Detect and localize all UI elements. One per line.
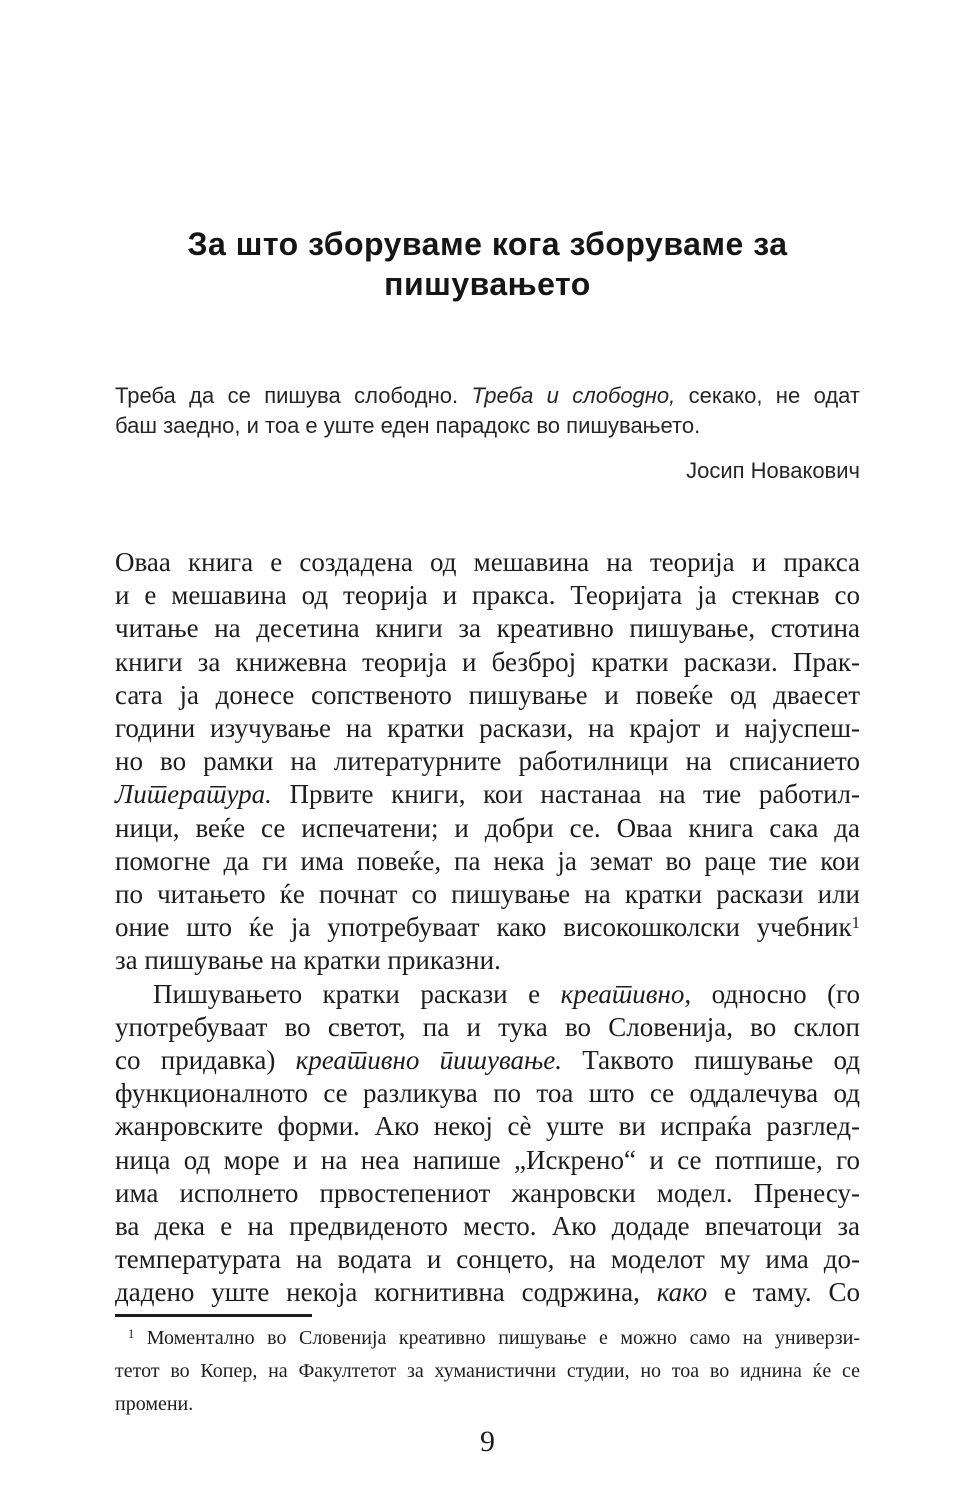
text-line <box>115 944 860 977</box>
text-line <box>115 1276 860 1309</box>
text-segment: Пишувањето кратки раскази е <box>153 978 561 1009</box>
text-segment: Литература. <box>115 779 272 810</box>
text-segment: по читањето ќе почнат со пишување на кратки раскази или <box>115 879 860 910</box>
text-line <box>115 745 860 778</box>
text-line <box>115 546 860 579</box>
text-segment: Треба и слободно, <box>471 383 676 408</box>
text-line <box>115 1144 860 1177</box>
text-line <box>115 1355 860 1388</box>
text-line <box>115 411 860 441</box>
text-line <box>115 812 860 845</box>
text-segment: баш заедно, и тоа е уште еден парадокс во пишувањето. <box>115 413 701 438</box>
chapter-title <box>115 224 860 304</box>
text-segment: Првите книги, кои настанаа на тие работил- <box>271 779 860 810</box>
footnote-marker: 1 <box>851 912 860 932</box>
text-segment: секако, не одат <box>675 383 860 408</box>
text-segment: дадено уште некоја когнитивна содржина, <box>115 1277 657 1308</box>
text-segment: ница од море и на неа напише „Искрено“ и се потпише, го <box>115 1144 860 1175</box>
text-segment: и е мешавина од теорија и пракса. Теоријата ја стекнав со <box>115 580 860 611</box>
text-segment: ва дека е на предвиденото место. Ако додаде впечатоци за <box>115 1211 860 1242</box>
text-line <box>115 911 860 944</box>
text-segment: има исполнето првостепениот жанровски модел. Пренесу- <box>115 1177 860 1208</box>
text-segment: е таму. Со <box>707 1277 860 1308</box>
text-line <box>115 1044 860 1077</box>
text-segment: но во рамки на литературните работилници на списанието <box>115 746 860 777</box>
text-line <box>115 712 860 745</box>
paragraph-2 <box>115 978 860 1310</box>
text-segment: Треба да се пишува слободно. <box>115 383 472 408</box>
text-line <box>115 1011 860 1044</box>
chapter-title-line-2: пишувањето <box>384 266 591 302</box>
text-line <box>115 612 860 645</box>
text-segment: читање на десетина книги за креативно пишување, стотина <box>115 613 860 644</box>
text-segment: со придавка) <box>115 1045 296 1076</box>
text-segment: книги за книжевна теорија и безброј кратки раскази. Прак- <box>115 646 860 677</box>
text-line <box>115 845 860 878</box>
footnote <box>115 1322 860 1421</box>
text-segment: оние што ќе ја употребуваат како високошколски учебник <box>115 912 852 943</box>
epigraph-attribution: Јосип Новакович <box>686 458 860 483</box>
text-segment: помогне да ги има повеќе, па нека ја земат во раце тие кои <box>115 845 860 876</box>
text-line <box>115 1177 860 1210</box>
paragraph-1 <box>115 546 860 978</box>
text-line <box>115 978 860 1011</box>
text-segment: Оваа книга е создадена од мешавина на теорија и пракса <box>115 547 860 577</box>
text-segment: жанровските форми. Ако некој сѐ уште ви испраќа разглед- <box>115 1111 860 1142</box>
text-segment: функционалното се разликува по тоа што се оддалечува од <box>115 1078 860 1109</box>
text-segment: за пишување на кратки приказни. <box>115 945 501 976</box>
text-segment: како <box>656 1277 708 1308</box>
page-number: 9 <box>480 1425 495 1458</box>
text-line <box>115 778 860 811</box>
text-line <box>115 381 860 411</box>
text-segment: сата ја донесе сопственото пишување и повеќе од дваесет <box>115 679 860 710</box>
body-text <box>115 546 860 1310</box>
footnote-marker: 1 <box>128 1326 135 1341</box>
text-line <box>115 1243 860 1276</box>
text-segment: употребуваат во светот, па и тука во Словенија, во склоп <box>115 1011 860 1042</box>
text-line <box>115 878 860 911</box>
text-line <box>115 1077 860 1110</box>
text-segment: Таквото пишување од <box>562 1045 860 1076</box>
epigraph <box>115 381 860 441</box>
text-segment: односно (го <box>691 978 860 1009</box>
text-segment: креативно пишување. <box>295 1045 563 1076</box>
text-segment: температурата на водата и сонцето, на моделот му има до- <box>115 1244 860 1275</box>
text-segment: промени. <box>115 1393 194 1415</box>
text-segment: Моментално во Словенија креативно пишување е можно само на универзи- <box>134 1327 860 1349</box>
text-segment: ници, веќе се испечатени; и добри се. Оваа книга сака да <box>115 812 860 843</box>
text-line <box>115 579 860 612</box>
text-segment: креативно, <box>560 978 692 1009</box>
text-line <box>115 1388 860 1421</box>
text-line <box>115 1322 860 1355</box>
text-line <box>115 1210 860 1243</box>
footnote-separator <box>115 1314 312 1317</box>
text-segment: тетот во Копер, на Факултетот за хуманистични студии, но тоа во иднина ќе се <box>115 1360 860 1382</box>
text-segment: години изучување на кратки раскази, на крајот и најуспеш- <box>115 713 860 744</box>
text-line <box>115 646 860 679</box>
chapter-title-line-1: За што зборуваме кога зборуваме за <box>187 226 788 262</box>
text-line <box>115 679 860 712</box>
text-line <box>115 1110 860 1143</box>
